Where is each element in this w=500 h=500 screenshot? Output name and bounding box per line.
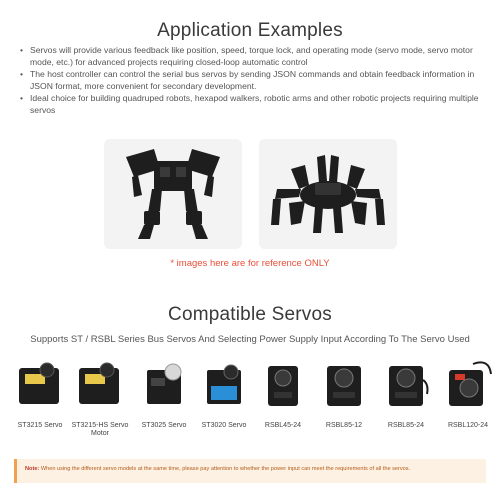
servo-card-rsbl85-24	[378, 360, 434, 440]
section-title-servos: Compatible Servos	[168, 304, 332, 325]
quadruped-robot-image	[104, 139, 242, 249]
st3020-servo-icon	[201, 360, 247, 410]
rsbl85-24-servo-icon	[383, 360, 429, 410]
servo-label: ST3020 Servo	[201, 422, 247, 429]
quadruped-robot-icon	[104, 139, 242, 249]
servo-subtitle: Supports ST / RSBL Series Bus Servos And Selecting Power Supply Input According To The Servo Used	[30, 334, 470, 345]
note-body: When using the different servo models at the same time, please pay attention to whether the power input can meet the requirements of all the servos.	[39, 466, 411, 472]
servo-label: ST3215 Servo	[17, 422, 63, 429]
application-bullet-list	[20, 44, 482, 116]
servo-card-st3215-hs	[72, 360, 128, 440]
reference-note: * images here are for reference ONLY	[170, 258, 330, 269]
servo-label: RSBL85-24	[387, 422, 425, 429]
servo-label: ST3215-HS Servo Motor	[71, 422, 129, 437]
section-title-application: Application Examples	[157, 20, 343, 41]
hexapod-robot-icon	[259, 139, 397, 249]
rsbl120-24-servo-icon	[443, 360, 493, 410]
st3215-hs-servo-icon	[77, 360, 123, 410]
note-text	[25, 466, 410, 472]
servo-card-rsbl120-24	[440, 360, 496, 440]
st3215-servo-icon	[17, 360, 63, 410]
servo-label: RSBL120-24	[447, 422, 489, 429]
servo-card-rsbl45-24	[255, 360, 311, 440]
hexapod-robot-image	[259, 139, 397, 249]
bullet-item: • Servos will provide various feedback like position, speed, torque lock, and operating mode (servo mode, servo motor mode, etc.) for advanced projects requiring closed-loop automatic control	[20, 44, 482, 68]
servo-label: RSBL85-12	[325, 422, 363, 429]
note-box	[14, 459, 486, 483]
servo-label: RSBL45-24	[264, 422, 302, 429]
servo-card-rsbl85-12	[316, 360, 372, 440]
bullet-item: • Ideal choice for building quadruped robots, hexapod walkers, robotic arms and other robotic projects requiring multiple servos	[20, 92, 482, 116]
st3025-servo-icon	[141, 360, 187, 410]
note-label: Note:	[25, 466, 40, 472]
rsbl45-24-servo-icon	[260, 360, 306, 410]
servo-gallery	[0, 360, 500, 440]
rsbl85-12-servo-icon	[321, 360, 367, 410]
bullet-item: • The host controller can control the serial bus servos by sending JSON commands and obtain feedback information in JSON format, more convenient for secondary development.	[20, 68, 482, 92]
servo-card-st3020	[196, 360, 252, 440]
servo-card-st3025	[136, 360, 192, 440]
servo-card-st3215	[12, 360, 68, 440]
servo-label: ST3025 Servo	[141, 422, 187, 429]
